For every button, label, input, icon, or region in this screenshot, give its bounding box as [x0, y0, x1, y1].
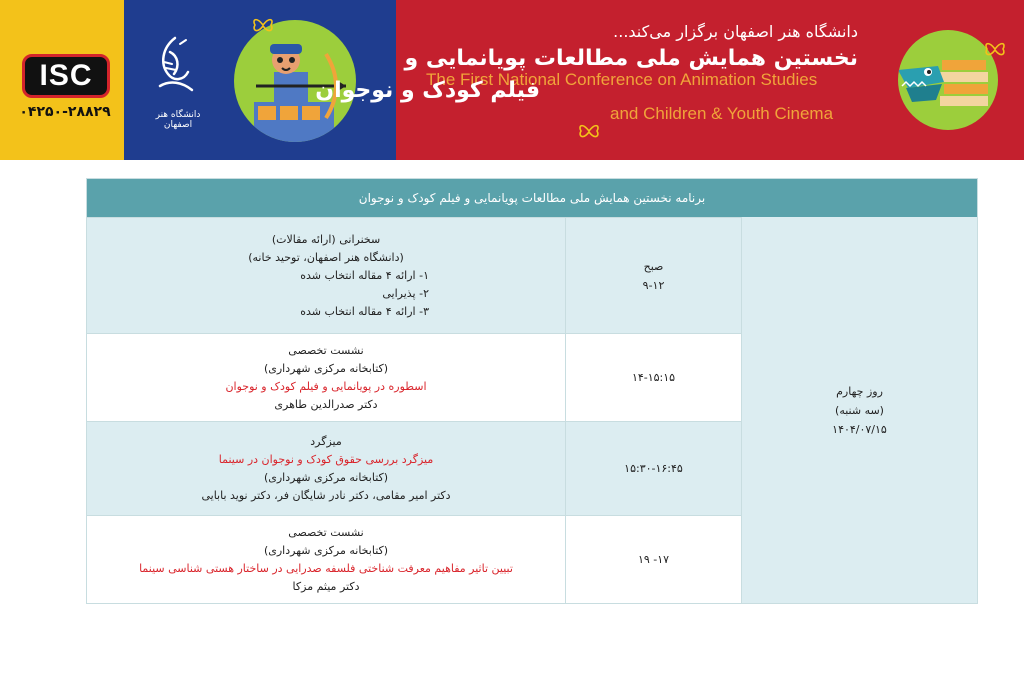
- time-cell: [565, 422, 741, 515]
- session-venue: (دانشگاه هنر اصفهان، توحید خانه): [248, 250, 404, 264]
- session-topic: اسطوره در پویانمایی و فیلم کودک و نوجوان: [225, 379, 427, 393]
- list-item: ۱- ارائه ۴ مقاله انتخاب شده: [300, 268, 429, 282]
- session-title: نشست تخصصی: [288, 343, 364, 357]
- time-range: ۹-۱۲: [642, 278, 665, 292]
- list-item: ۲- پذیرایی: [382, 286, 429, 300]
- day-cell: [741, 217, 977, 603]
- butterfly-icon: [578, 122, 600, 140]
- time-range: ۱۷- ۱۹: [637, 553, 670, 566]
- session-venue: (کتابخانه مرکزی شهرداری): [263, 470, 389, 484]
- schedule-row: [87, 217, 741, 333]
- time-label: صبح: [643, 259, 664, 273]
- time-cell: [565, 516, 741, 603]
- day-weekday: (سه شنبه): [835, 403, 884, 417]
- crocodile-mascot-illustration: [898, 30, 998, 130]
- session-topic: تبیین تاثیر مفاهیم معرفت شناختی فلسفه صدرایی در ساختار هستی شناسی سینما: [139, 561, 513, 575]
- schedule-row: [87, 421, 741, 515]
- schedule-row: [87, 333, 741, 421]
- conference-title-en-line1: The First National Conference on Animation Studies: [426, 70, 818, 89]
- isc-panel: [0, 0, 124, 160]
- time-cell: [565, 218, 741, 333]
- time-cell: [565, 334, 741, 421]
- session-cell: [87, 516, 565, 603]
- isc-phone: ۰۴۲۵۰-۲۸۸۲۹: [19, 104, 111, 120]
- session-speaker: دکتر امیر مقامی، دکتر نادر شایگان فر، دکتر نوید بابایی: [201, 488, 451, 502]
- session-title: نشست تخصصی: [288, 525, 364, 539]
- university-logo-icon: [150, 34, 200, 100]
- session-speaker: دکتر میثم مزکا: [292, 579, 360, 593]
- session-venue: (کتابخانه مرکزی شهرداری): [263, 543, 389, 557]
- session-cell: [87, 334, 565, 421]
- session-topic: میزگرد بررسی حقوق کودک و نوجوان در سینما: [218, 452, 434, 466]
- session-cell: [87, 422, 565, 515]
- conference-title-en-line2: and Children & Youth Cinema: [610, 104, 834, 123]
- isc-logo: ISC: [22, 54, 110, 98]
- day-label: روز چهارم: [836, 384, 883, 398]
- crocodile-books-icon: [898, 30, 998, 130]
- schedule-row: [87, 515, 741, 603]
- schedule-table: [86, 178, 978, 604]
- session-venue: (کتابخانه مرکزی شهرداری): [263, 361, 389, 375]
- schedule-title: برنامه نخستین همایش ملی مطالعات پویانمایی و فیلم کودک و نوجوان: [87, 179, 977, 217]
- session-speaker: دکتر صدرالدین طاهری: [274, 397, 378, 411]
- session-cell: [87, 218, 565, 333]
- list-item: ۳- ارائه ۴ مقاله انتخاب شده: [300, 304, 429, 318]
- organizer-line: دانشگاه هنر اصفهان برگزار می‌کند...: [613, 22, 858, 41]
- time-range: ۱۵:۳۰-۱۶:۴۵: [624, 462, 683, 475]
- session-title: سخنرانی (ارائه مقالات): [271, 232, 381, 246]
- butterfly-icon: [252, 16, 274, 34]
- university-name: دانشگاه هنر اصفهان: [155, 110, 201, 130]
- conference-title-fa-line2: فیلم کودک و نوجوان: [315, 78, 540, 103]
- conference-banner: [0, 0, 1024, 160]
- session-items: [103, 267, 549, 321]
- day-date: ۱۴۰۴/۰۷/۱۵: [832, 422, 887, 436]
- butterfly-icon: [984, 40, 1006, 58]
- conference-title-fa-line1: نخستین همایش ملی مطالعات پویانمایی و: [404, 46, 858, 71]
- session-title: میزگرد: [310, 434, 342, 448]
- time-range: ۱۴-۱۵:۱۵: [631, 371, 676, 384]
